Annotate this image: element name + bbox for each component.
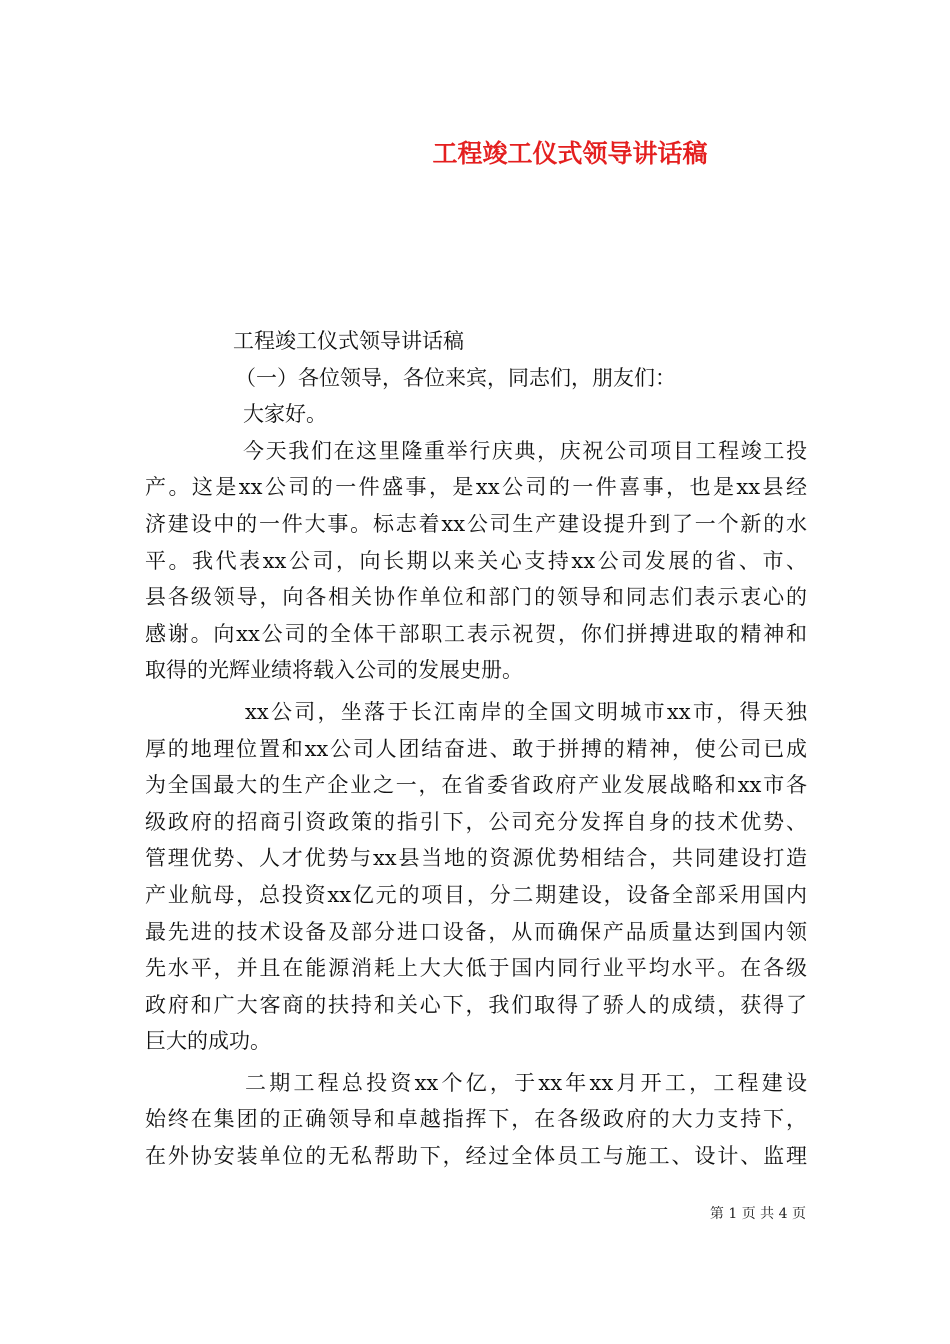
paragraph-line: 今天我们在这里隆重举行庆典，庆祝公司项目工程竣工投: [243, 438, 807, 463]
document-body: [145, 323, 807, 1175]
paragraph-line: 产。这是xx公司的一件盛事，是xx公司的一件喜事，也是xx县经: [145, 475, 807, 500]
paragraph-line: 取得的光辉业绩将载入公司的发展史册。: [145, 658, 523, 683]
paragraph-line: 巨大的成功。: [145, 1029, 271, 1054]
paragraph-line: 感谢。向xx公司的全体干部职工表示祝贺，你们拼搏进取的精神和: [145, 621, 807, 646]
paragraph-line: 级政府的招商引资政策的指引下，公司充分发挥自身的技术优势、: [145, 809, 807, 834]
paragraph-line: 先水平，并且在能源消耗上大大低于国内同行业平均水平。在各级: [145, 956, 807, 981]
speech-heading: 工程竣工仪式领导讲话稿: [233, 329, 464, 353]
paragraph-line: 在外协安装单位的无私帮助下，经过全体员工与施工、设计、监理: [145, 1144, 807, 1169]
paragraph-1: [145, 433, 807, 689]
paragraph-line: 始终在集团的正确领导和卓越指挥下，在各级政府的大力支持下，: [145, 1107, 807, 1132]
paragraph-line: 济建设中的一件大事。标志着xx公司生产建设提升到了一个新的水: [145, 511, 807, 536]
paragraph-line: 管理优势、人才优势与xx县当地的资源优势相结合，共同建设打造: [145, 846, 807, 871]
paragraph-line: 产业航母，总投资xx亿元的项目，分二期建设，设备全部采用国内: [145, 882, 807, 907]
paragraph-line: 政府和广大客商的扶持和关心下，我们取得了骄人的成绩，获得了: [145, 992, 807, 1017]
paragraph-line: 为全国最大的生产企业之一，在省委省政府产业发展战略和xx市各: [145, 773, 807, 798]
salutation: （一）各位领导，各位来宾，同志们，朋友们：: [235, 365, 676, 390]
paragraph-line: 厚的地理位置和xx公司人团结奋进、敢于拼搏的精神，使公司已成: [145, 736, 807, 761]
paragraph-line: 最先进的技术设备及部分进口设备，从而确保产品质量达到国内领: [145, 919, 807, 944]
paragraph-line: 县各级领导，向各相关协作单位和部门的领导和同志们表示衷心的: [145, 585, 807, 610]
paragraph-line: 平。我代表xx公司，向长期以来关心支持xx公司发展的省、市、: [145, 548, 807, 573]
paragraph-line: 二期工程总投资xx个亿，于xx年xx月开工，工程建设: [245, 1070, 807, 1095]
document-title: 工程竣工仪式领导讲话稿: [432, 139, 708, 168]
paragraph-line: xx公司，坐落于长江南岸的全国文明城市xx市，得天独: [245, 699, 807, 724]
page-number-footer: 第 1 页 共 4 页: [709, 1206, 806, 1222]
greeting: 大家好。: [243, 402, 327, 427]
paragraph-2: [145, 694, 807, 1060]
paragraph-3: [145, 1065, 807, 1175]
